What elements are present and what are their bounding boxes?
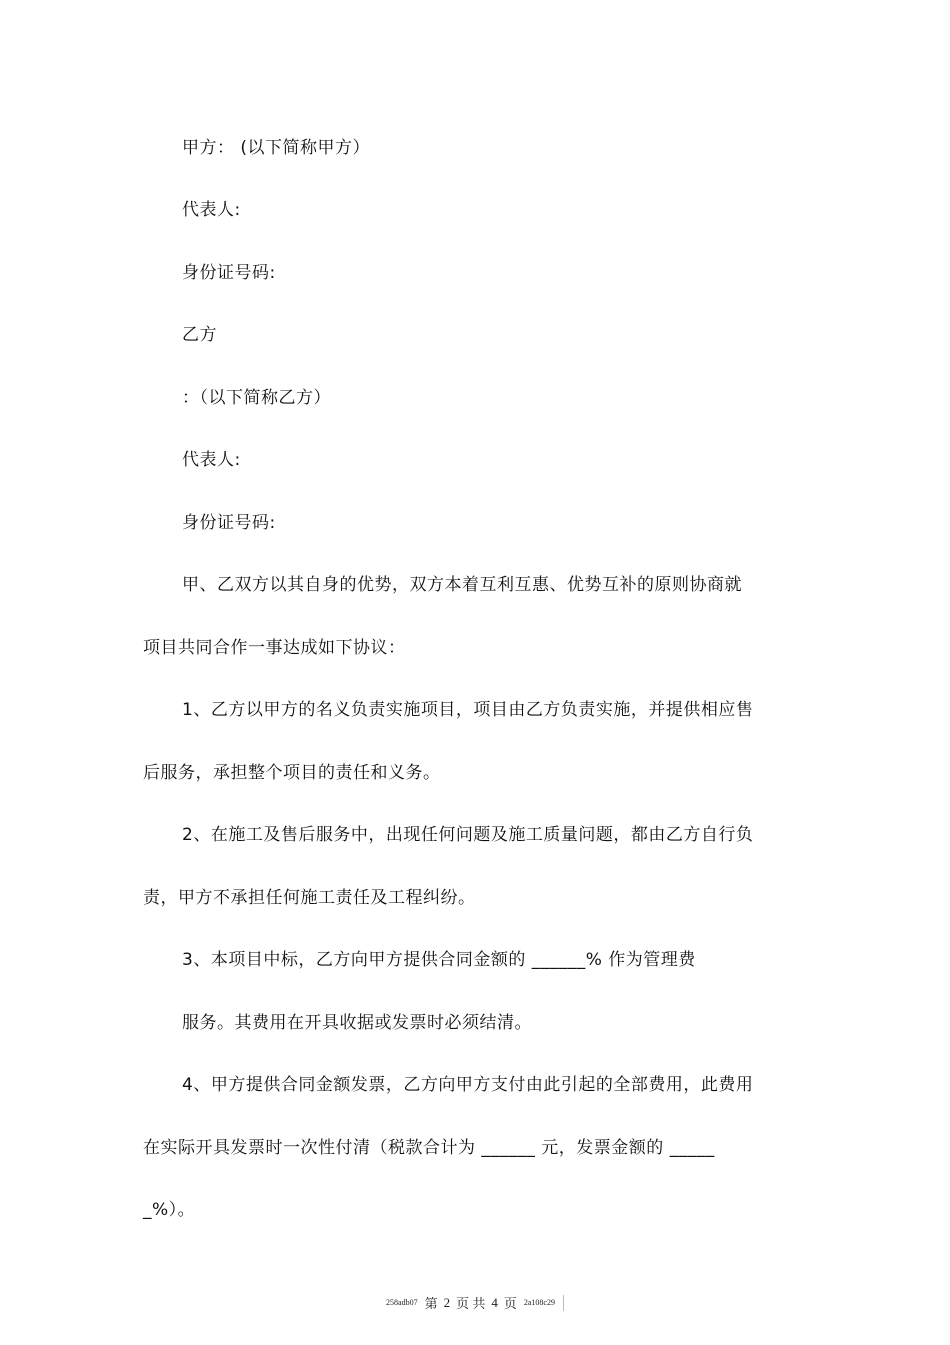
footer-divider (563, 1295, 564, 1311)
page-footer (0, 1293, 950, 1312)
party-a-id-number: 身份证号码: (182, 263, 276, 283)
party-a-line: 甲方： (以下简称甲方） (182, 138, 371, 158)
preamble-line-2: 项目共同合作一事达成如下协议： (143, 638, 406, 658)
footer-page-current: 2 (443, 1294, 451, 1310)
clause-4-line-1: 4、甲方提供合同金额发票，乙方向甲方支付由此引起的全部费用，此费用 (182, 1075, 754, 1095)
party-b-abbreviation: ：（以下简称乙方） (182, 388, 331, 408)
footer-page-suffix: 页 (503, 1296, 517, 1311)
clause-2-line-1: 2、在施工及售后服务中，出现任何问题及施工质量问题，都由乙方自行负 (182, 825, 754, 845)
footer-code-left: 258adb07 (386, 1298, 418, 1307)
party-b-id-number: 身份证号码: (182, 513, 276, 533)
clause-4-line-2: 在实际开具发票时一次性付清（税款合计为 ______ 元，发票金额的 _____ (143, 1138, 715, 1158)
footer-page-prefix: 第 (424, 1296, 438, 1311)
footer-page-mid: 页 共 (456, 1296, 486, 1311)
party-a-representative: 代表人: (182, 200, 241, 220)
party-b-label: 乙方 (182, 325, 217, 345)
clause-1-line-2: 后服务，承担整个项目的责任和义务。 (143, 763, 441, 783)
footer-code-right: 2a108c29 (523, 1298, 555, 1307)
party-b-representative: 代表人: (182, 450, 241, 470)
footer-page-total: 4 (491, 1294, 498, 1310)
preamble-line-1: 甲、乙双方以其自身的优势，双方本着互利互惠、优势互补的原则协商就 (182, 575, 742, 595)
clause-4-line-3: _%）。 (143, 1200, 196, 1220)
clause-3-line-2: 服务。其费用在开具收据或发票时必须结清。 (182, 1013, 532, 1033)
clause-2-line-2: 责，甲方不承担任何施工责任及工程纠纷。 (143, 888, 476, 908)
clause-3-line-1: 3、本项目中标，乙方向甲方提供合同金额的 ______% 作为管理费 (182, 950, 696, 970)
clause-1-line-1: 1、乙方以甲方的名义负责实施项目，项目由乙方负责实施，并提供相应售 (182, 700, 754, 720)
